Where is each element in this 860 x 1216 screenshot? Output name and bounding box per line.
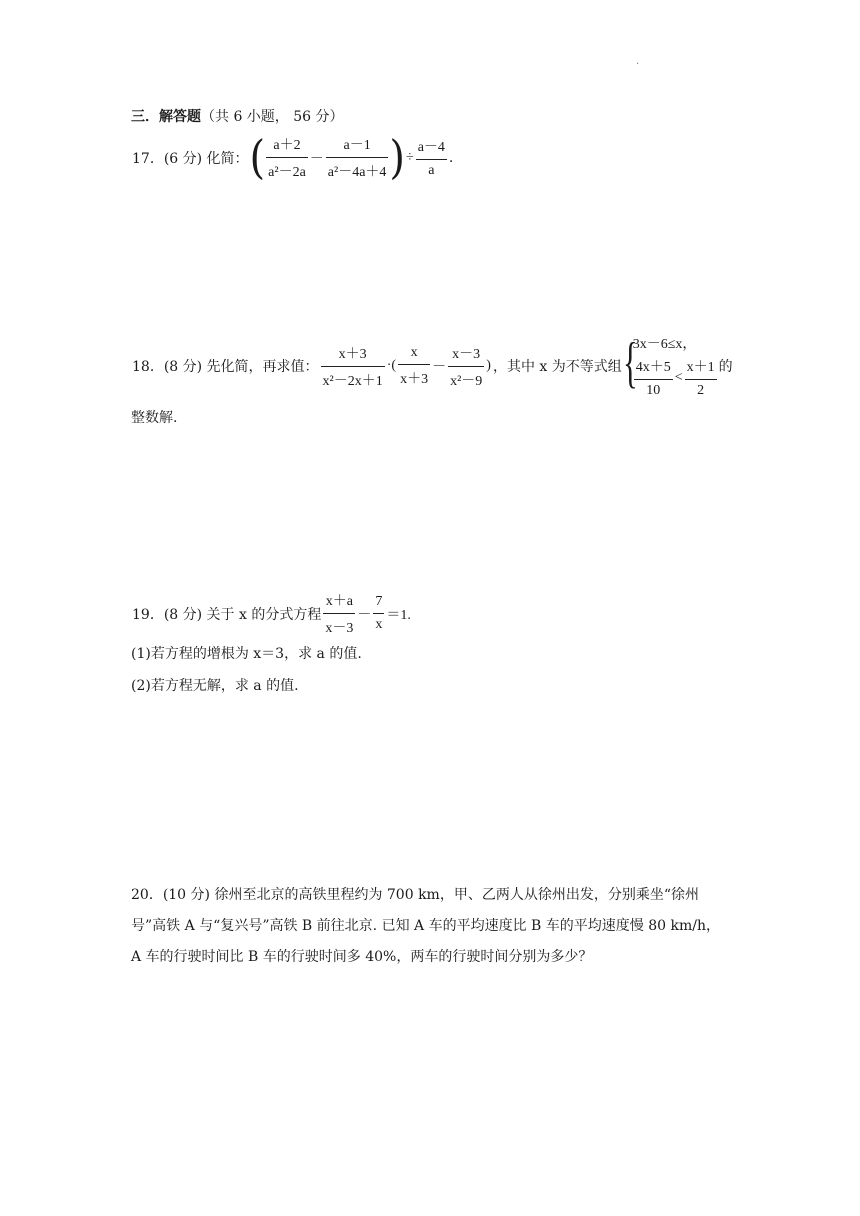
section-title: 三．解答题 <box>131 109 201 125</box>
q17-end: . <box>448 149 454 166</box>
q19-equals: ＝1. <box>386 607 411 623</box>
q18-fraction-1 <box>321 343 385 390</box>
q17-f3-numerator: a－4 <box>416 136 447 160</box>
inequality-system <box>623 333 718 399</box>
q17-fraction-2 <box>326 134 389 181</box>
q18-f2-denominator: x＋3 <box>400 371 429 387</box>
q18-minus: － <box>432 360 447 375</box>
q18-label: 18．(8 分) 先化简，再求值： <box>132 359 319 375</box>
q18-f1-denominator: x²－2x＋1 <box>322 373 383 389</box>
q19-f2-numerator: 7 <box>373 594 384 614</box>
q19-minus: － <box>357 607 372 623</box>
q17-divide: ÷ <box>406 149 414 165</box>
question-17 <box>131 131 454 184</box>
q18-line-2: 整数解. <box>131 410 178 426</box>
q18-f2-numerator: x <box>398 345 430 365</box>
q17-fraction-1 <box>266 134 308 181</box>
ineq2-right-fraction <box>685 356 717 399</box>
q19-f1-denominator: x－3 <box>325 621 354 636</box>
ineq2-left-fraction <box>634 356 673 399</box>
q19-label: 19．(8 分) 关于 x 的分式方程 <box>132 606 322 623</box>
q17-minus: － <box>309 151 324 167</box>
q17-f2-denominator: a²－4a＋4 <box>327 165 387 180</box>
q20-line-2: 号”高铁 A 与“复兴号”高铁 B 前往北京. 已知 A 车的平均速度比 B 车的平均速度慢 80 km/h， <box>131 918 720 934</box>
q20-line-1: 20．(10 分) 徐州至北京的高铁里程约为 700 km，甲、乙两人从徐州出发，分别乘坐“徐州 <box>131 887 699 903</box>
q19-part-2: (2)若方程无解，求 a 的值. <box>131 678 299 694</box>
q17-f1-numerator: a＋2 <box>266 134 308 158</box>
left-paren: ( <box>249 131 266 184</box>
q19-f1-numerator: x＋a <box>323 590 355 614</box>
q18-mid-text: ，其中 x 为不等式组 <box>492 359 622 375</box>
inequality-2 <box>633 360 718 398</box>
ineq2-operator: < <box>674 369 683 385</box>
q18-f3-numerator: x－3 <box>448 343 484 367</box>
right-paren: ) <box>389 131 406 184</box>
q18-f1-numerator: x＋3 <box>321 343 385 367</box>
question-18 <box>131 333 734 399</box>
q18-dot-paren: ·( <box>386 358 397 373</box>
question-19 <box>131 590 412 637</box>
q18-tail: 的 <box>718 359 733 375</box>
q19-fraction-2 <box>373 594 384 633</box>
header-mark: . <box>636 56 640 67</box>
section-subtitle: （共 6 小题， 56 分） <box>201 109 344 125</box>
q17-f3-denominator: a <box>428 163 435 178</box>
q19-f2-denominator: x <box>375 617 383 632</box>
ineq2-left-denominator: 10 <box>646 383 661 398</box>
ineq2-right-denominator: 2 <box>697 383 705 398</box>
q17-f1-denominator: a²－2a <box>268 165 306 180</box>
ineq2-left-numerator: 4x＋5 <box>634 356 673 380</box>
q18-close-paren: ) <box>486 358 491 373</box>
q19-part-1: (1)若方程的增根为 x＝3，求 a 的值. <box>131 646 362 662</box>
q18-fraction-3 <box>448 343 484 390</box>
q19-fraction-1 <box>323 590 355 637</box>
section-heading <box>131 106 344 126</box>
q20-line-3: A 车的行驶时间比 B 车的行驶时间多 40%，两车的行驶时间分别为多少？ <box>131 949 593 965</box>
q17-label: 17．(6 分) 化简： <box>132 150 249 167</box>
q17-fraction-3 <box>416 136 447 179</box>
inequality-1: 3x－6≤x， <box>632 337 697 352</box>
q18-f3-denominator: x²－9 <box>450 373 483 389</box>
q17-f2-numerator: a－1 <box>326 134 389 158</box>
q18-fraction-2 <box>398 345 430 388</box>
brace-icon: { <box>622 332 638 394</box>
ineq2-right-numerator: x＋1 <box>685 356 717 380</box>
